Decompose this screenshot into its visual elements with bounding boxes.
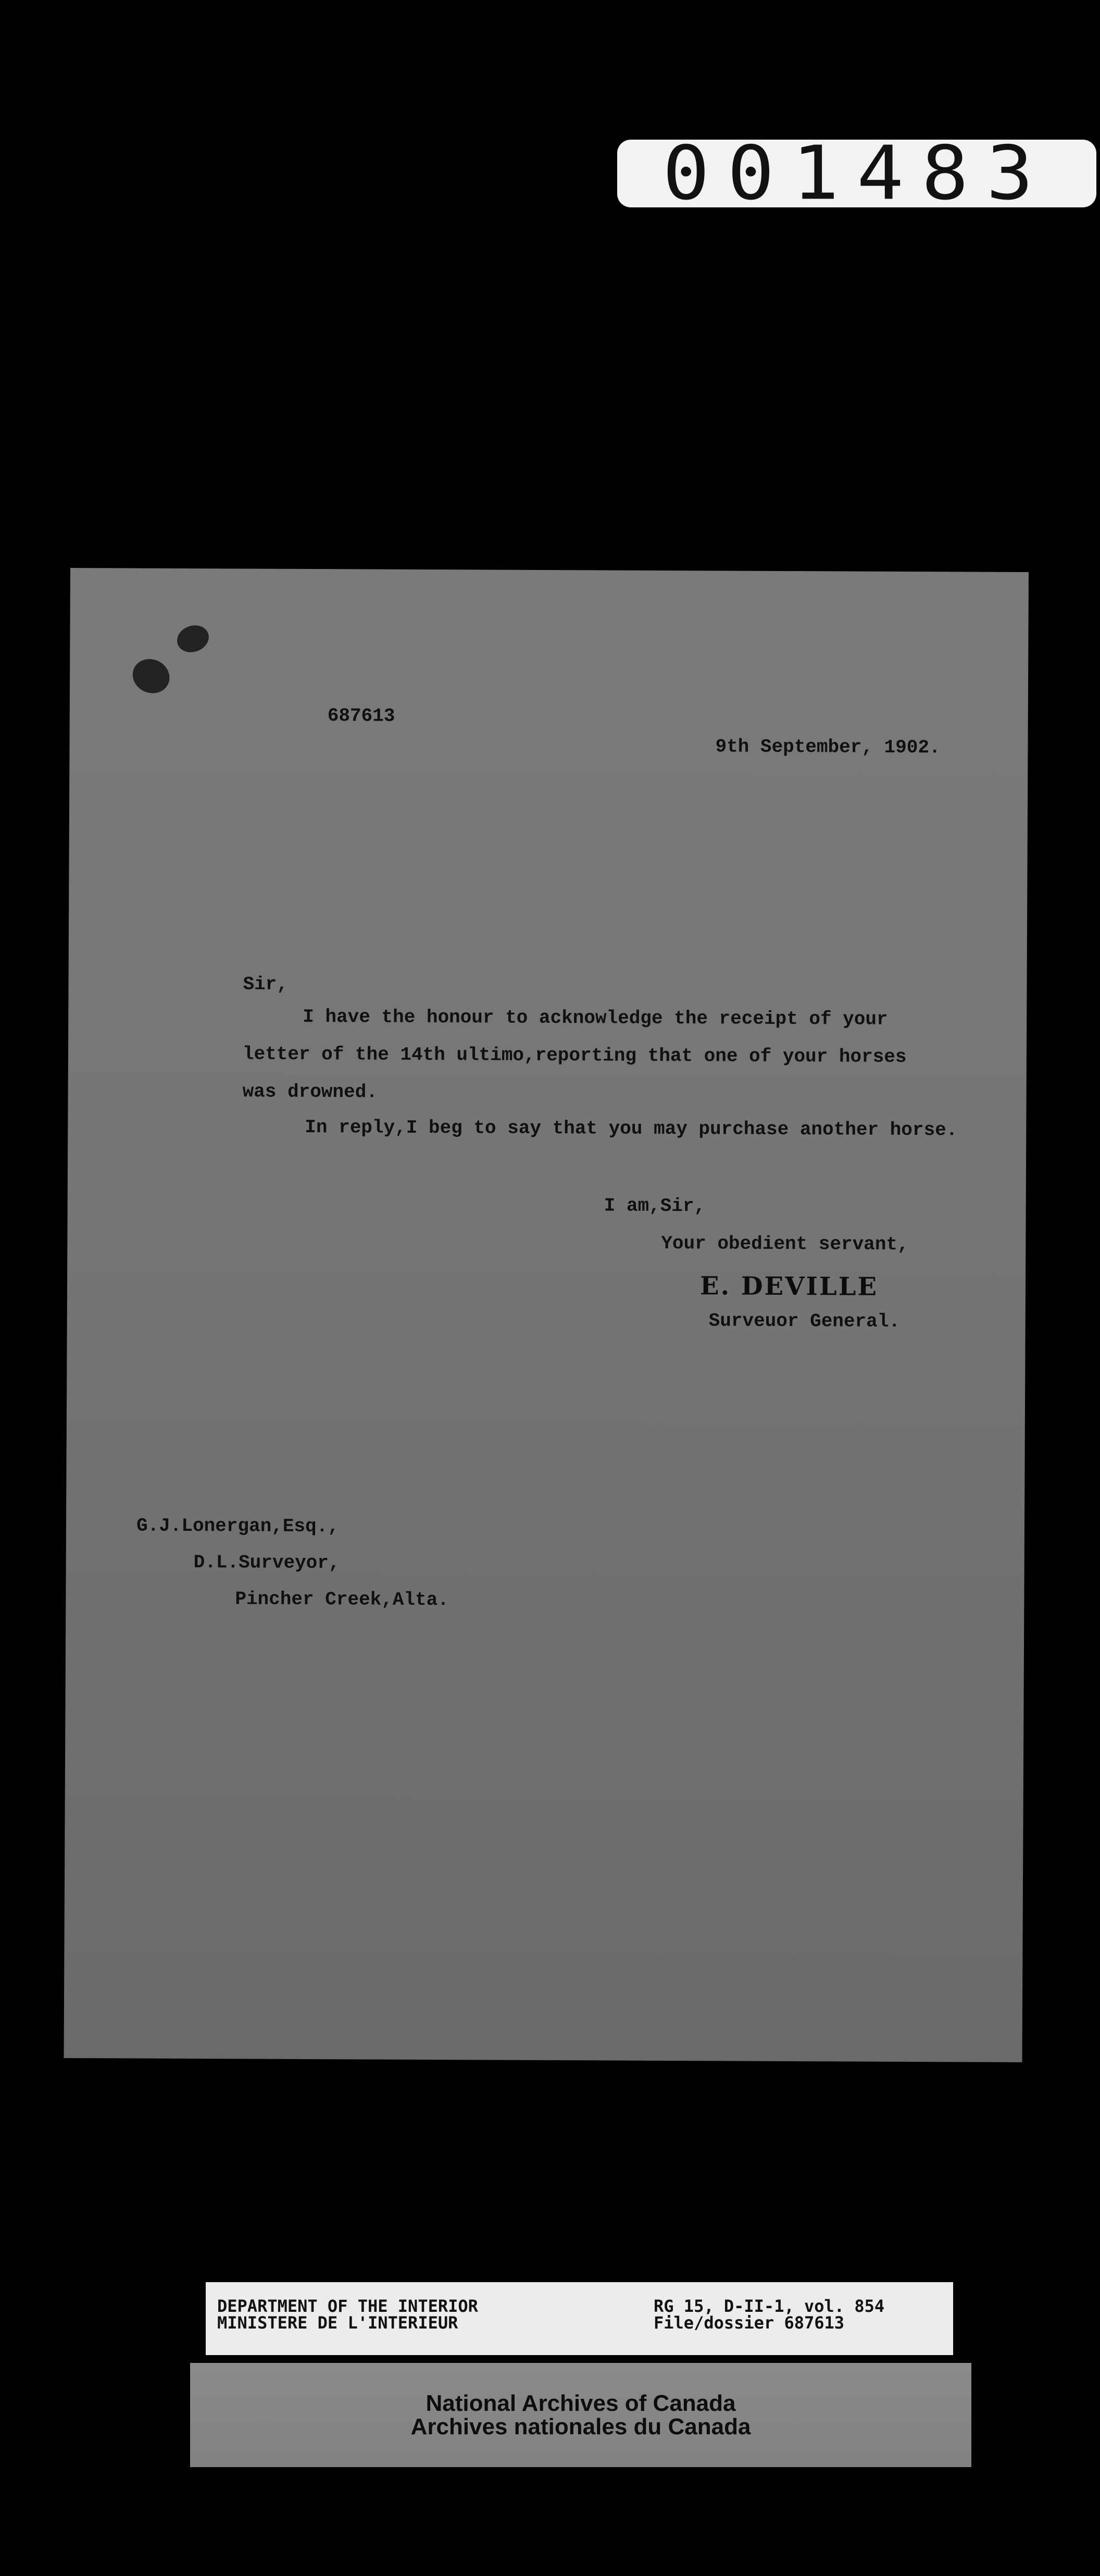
department-en: DEPARTMENT OF THE INTERIOR <box>217 2296 478 2316</box>
archives-name-en: National Archives of Canada <box>426 2391 736 2416</box>
body-line: letter of the 14th ultimo,reporting that one of your horses <box>242 1043 907 1068</box>
punch-hole <box>127 653 175 699</box>
salutation: Sir, <box>243 973 289 995</box>
body-line: I have the honour to acknowledge the receipt of your <box>303 1006 888 1030</box>
closing-servant: Your obedient servant, <box>661 1232 909 1256</box>
archives-name-fr: Archives nationales du Canada <box>410 2414 751 2439</box>
addressee-location: Pincher Creek,Alta. <box>235 1588 449 1611</box>
punch-hole <box>173 621 213 657</box>
letter-page <box>64 568 1029 2062</box>
letter-date: 9th September, 1902. <box>715 736 941 759</box>
signature-stamp: E. DEVILLE <box>699 1271 879 1302</box>
department-fr: MINISTERE DE L'INTERIEUR <box>217 2313 458 2333</box>
frame-counter-label <box>617 130 1096 217</box>
archive-reference-label <box>206 2282 953 2355</box>
file-number: 687613 <box>327 705 395 727</box>
body-line: was drowned. <box>242 1081 378 1103</box>
frame-counter-number: 001483 <box>662 130 1051 217</box>
addressee-name: G.J.Lonergan,Esq., <box>136 1515 339 1538</box>
addressee-title: D.L.Surveyor, <box>193 1552 340 1574</box>
archive-file: File/dossier 687613 <box>654 2313 845 2333</box>
closing: I am,Sir, <box>604 1195 706 1217</box>
body-line: In reply,I beg to say that you may purchase another horse. <box>305 1116 958 1141</box>
archives-banner <box>190 2363 971 2467</box>
archive-reference: RG 15, D-II-1, vol. 854 <box>654 2296 885 2316</box>
signer-title: Surveuor General. <box>708 1310 901 1332</box>
